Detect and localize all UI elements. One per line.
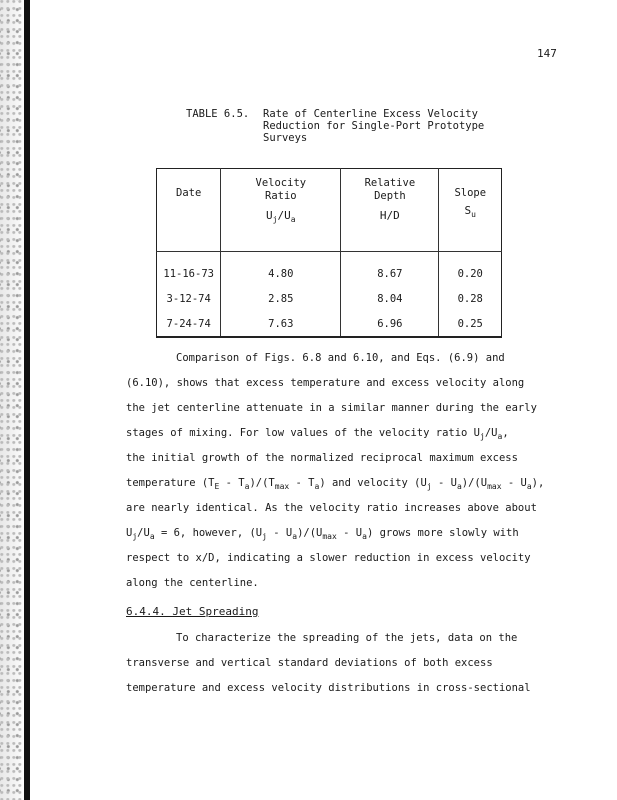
header-slope: Slope $S_u$ [439, 169, 502, 252]
header-velocity-ratio: Velocity Ratio $U_j/U_a$ [221, 169, 341, 252]
text-line: temperature $(T_E - T_a)/(T_{max} - T_a)$ and velocity $(U_j - U_a)/(U_{max} - U_a)$, [126, 477, 545, 492]
scan-binding-bar [24, 0, 30, 800]
text-line: respect to x/D, indicating a slower reduction in excess velocity [126, 552, 531, 564]
text-line: along the centerline. [126, 577, 259, 589]
table-row: 3-12-74 2.85 8.04 0.28 [157, 286, 502, 311]
table-title: Rate of Centerline Excess Velocity Reduction for Single-Port Prototype Surveys [263, 108, 485, 144]
text-line: Comparison of Figs. 6.8 and 6.10, and Eqs. (6.9) and [176, 352, 505, 364]
page-number: 147 [537, 47, 557, 60]
header-date: Date [157, 169, 221, 252]
slope-symbol: $S_u$ [464, 204, 476, 220]
table-label: TABLE 6.5. [186, 108, 250, 120]
data-table [156, 168, 502, 338]
table-row: 7-24-74 7.63 6.96 0.25 [157, 311, 502, 337]
text-line: are nearly identical. As the velocity ratio increases above about [126, 502, 537, 514]
text-line: To characterize the spreading of the jets, data on the [176, 632, 518, 644]
text-line: the initial growth of the normalized reciprocal maximum excess [126, 452, 518, 464]
scan-edge-noise [0, 0, 26, 800]
depth-symbol: H/D [379, 209, 400, 222]
section-heading: 6.4.4. Jet Spreading [126, 605, 259, 618]
text-line: $U_j/U_a = 6$, however, $(U_j - U_a)/(U_{max} - U_a)$ grows more slowly with [126, 527, 519, 542]
header-relative-depth: Relative Depth H/D [341, 169, 439, 252]
text-line: temperature and excess velocity distributions in cross-sectional [126, 682, 531, 694]
text-line: the jet centerline attenuate in a similar manner during the early [126, 402, 537, 414]
table-header-row [157, 169, 502, 252]
ratio-symbol: $U_j/U_a$ [266, 209, 296, 225]
text-line: (6.10), shows that excess temperature and excess velocity along [126, 377, 525, 389]
text-line: transverse and vertical standard deviations of both excess [126, 657, 493, 669]
table-row: 11-16-73 4.80 8.67 0.20 [157, 252, 502, 287]
text-line: stages of mixing. For low values of the velocity ratio $U_j/U_a$, [126, 427, 509, 442]
